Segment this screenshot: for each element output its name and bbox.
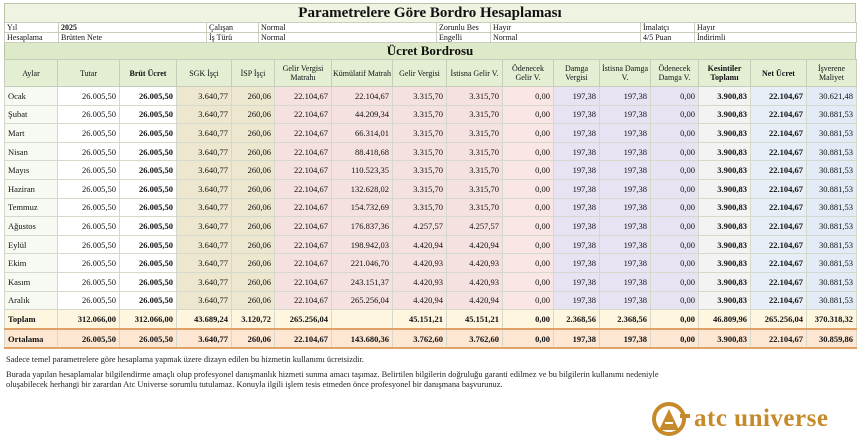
table-cell: 0,00 [503, 179, 554, 198]
table-row [5, 161, 857, 180]
table-cell: 3.640,77 [177, 142, 232, 161]
table-cell: 22.104,67 [275, 254, 332, 273]
table-cell: 30.881,53 [807, 254, 857, 273]
table-cell: 0,00 [503, 87, 554, 106]
table-cell: 197,38 [600, 217, 651, 236]
table-cell: 22.104,67 [751, 124, 807, 143]
table-cell: 2.368,56 [600, 310, 651, 329]
table-row [5, 254, 857, 273]
table-cell: 197,38 [554, 254, 600, 273]
table-row [5, 124, 857, 143]
table-cell: 260,06 [232, 198, 275, 217]
table-cell: 197,38 [554, 105, 600, 124]
table-cell [332, 310, 393, 329]
table-cell: 265.256,04 [751, 310, 807, 329]
table-cell: 3.315,70 [393, 142, 447, 161]
table-cell: 260,06 [232, 329, 275, 349]
row-label: Toplam [5, 310, 58, 329]
table-cell: 22.104,67 [751, 272, 807, 291]
table-cell: 0,00 [503, 329, 554, 349]
table-cell: 260,06 [232, 217, 275, 236]
column-header[interactable]: Ödenecek Damga V. [651, 60, 699, 87]
table-cell: 3.900,83 [699, 142, 751, 161]
column-header[interactable]: Tutar [58, 60, 120, 87]
table-cell: 4.420,94 [393, 291, 447, 310]
disclaimer-line-2: oluşabilecek herhangi bir zarardan Atc Universe sorumlu tutulamaz. Konuyla ilgili işlem tesis etmeden önce profesyonel bir danışmana başvurunuz. [6, 380, 503, 389]
table-cell: 22.104,67 [751, 142, 807, 161]
table-cell: 4.257,57 [393, 217, 447, 236]
table-cell: 26.005,50 [58, 272, 120, 291]
column-header[interactable]: Aylar [5, 60, 58, 87]
table-cell: 0,00 [651, 87, 699, 106]
table-cell: 197,38 [600, 87, 651, 106]
table-cell: 0,00 [651, 124, 699, 143]
usage-note: Sadece temel parametrelere göre hesaplama yapmak üzere dizayn edilen bu hizmetin kullanımı ücretsizdir. [6, 355, 364, 364]
table-cell: 197,38 [600, 235, 651, 254]
table-cell: 0,00 [503, 291, 554, 310]
table-cell: 26.005,50 [58, 198, 120, 217]
table-cell: 26.005,50 [58, 235, 120, 254]
row-label: Nisan [5, 142, 58, 161]
table-cell: 3.640,77 [177, 329, 232, 349]
payroll-table [4, 59, 857, 349]
table-cell: 312.066,00 [58, 310, 120, 329]
table-row [5, 179, 857, 198]
table-cell: 3.640,77 [177, 198, 232, 217]
table-cell: 0,00 [503, 272, 554, 291]
table-cell: 26.005,50 [120, 254, 177, 273]
table-cell: 3.900,83 [699, 235, 751, 254]
table-cell: 154.732,69 [332, 198, 393, 217]
table-cell: 197,38 [600, 329, 651, 349]
table-cell: 30.881,53 [807, 179, 857, 198]
table-cell: 260,06 [232, 254, 275, 273]
table-row [5, 235, 857, 254]
table-cell: 197,38 [600, 124, 651, 143]
table-cell: 2.368,56 [554, 310, 600, 329]
table-cell: 3.640,77 [177, 87, 232, 106]
table-cell: 0,00 [651, 272, 699, 291]
table-cell: 197,38 [600, 254, 651, 273]
table-cell: 176.837,36 [332, 217, 393, 236]
column-header[interactable]: İşverene Maliyet [807, 60, 857, 87]
table-cell: 26.005,50 [58, 329, 120, 349]
table-cell: 265.256,04 [275, 310, 332, 329]
table-cell: 4.257,57 [447, 217, 503, 236]
column-header[interactable]: Kümülatif Matrah [332, 60, 393, 87]
table-cell: 3.900,83 [699, 87, 751, 106]
table-cell: 3.315,70 [447, 198, 503, 217]
parameter-value: 2025 [59, 23, 207, 33]
table-cell: 0,00 [651, 105, 699, 124]
table-cell: 26.005,50 [58, 291, 120, 310]
row-label: Temmuz [5, 198, 58, 217]
table-cell: 26.005,50 [58, 124, 120, 143]
table-cell: 197,38 [600, 291, 651, 310]
table-cell: 22.104,67 [275, 142, 332, 161]
table-cell: 45.151,21 [447, 310, 503, 329]
table-cell: 260,06 [232, 272, 275, 291]
table-cell: 26.005,50 [58, 161, 120, 180]
table-cell: 197,38 [554, 272, 600, 291]
table-cell: 132.628,02 [332, 179, 393, 198]
table-cell: 30.881,53 [807, 142, 857, 161]
table-cell: 4.420,94 [447, 291, 503, 310]
table-cell: 3.120,72 [232, 310, 275, 329]
table-cell: 260,06 [232, 87, 275, 106]
table-cell: 197,38 [600, 198, 651, 217]
table-cell: 30.881,53 [807, 124, 857, 143]
table-cell: 26.005,50 [58, 87, 120, 106]
table-cell: 26.005,50 [120, 124, 177, 143]
table-cell: 26.005,50 [120, 179, 177, 198]
parameter-label: İmalatçı [641, 23, 695, 33]
table-cell: 3.762,60 [447, 329, 503, 349]
table-cell: 197,38 [554, 142, 600, 161]
table-cell: 197,38 [554, 198, 600, 217]
table-cell: 22.104,67 [275, 235, 332, 254]
table-cell: 22.104,67 [275, 272, 332, 291]
table-cell: 26.005,50 [58, 179, 120, 198]
table-cell: 30.881,53 [807, 198, 857, 217]
parameter-value: Normal [259, 23, 437, 33]
atc-logo-icon [650, 401, 692, 437]
table-cell: 260,06 [232, 142, 275, 161]
row-label: Ekim [5, 254, 58, 273]
table-cell: 197,38 [554, 87, 600, 106]
table-cell: 110.523,35 [332, 161, 393, 180]
table-cell: 3.640,77 [177, 235, 232, 254]
row-label: Mayıs [5, 161, 58, 180]
table-cell: 46.809,96 [699, 310, 751, 329]
column-header[interactable]: Gelir Vergisi [393, 60, 447, 87]
table-cell: 43.689,24 [177, 310, 232, 329]
table-cell: 3.640,77 [177, 105, 232, 124]
table-cell: 22.104,67 [275, 161, 332, 180]
disclaimer-line-1: Burada yapılan hesaplamalar bilgilendirme amaçlı olup profesyonel danışmanlık hizmeti sunma amacı taşımaz. Belirtilen bilgilerin doğruluğu garanti edilmez ve bu bilgilerin kullanımı nedeniyle [6, 370, 659, 379]
table-cell: 0,00 [503, 105, 554, 124]
table-cell: 197,38 [554, 161, 600, 180]
parameter-value: Hayır [695, 23, 857, 33]
table-cell: 22.104,67 [751, 198, 807, 217]
table-cell: 3.640,77 [177, 217, 232, 236]
table-cell: 0,00 [651, 329, 699, 349]
table-cell: 3.315,70 [393, 179, 447, 198]
table-cell: 22.104,67 [751, 291, 807, 310]
parameter-value: Normal [491, 33, 641, 43]
table-cell: 26.005,50 [120, 235, 177, 254]
table-cell: 3.315,70 [393, 198, 447, 217]
table-cell: 4.420,93 [447, 254, 503, 273]
table-cell: 3.900,83 [699, 217, 751, 236]
table-cell: 22.104,67 [751, 329, 807, 349]
table-cell: 4.420,93 [393, 272, 447, 291]
column-header[interactable]: İstisna Damga V. [600, 60, 651, 87]
table-cell: 26.005,50 [120, 142, 177, 161]
table-cell: 22.104,67 [275, 291, 332, 310]
table-cell: 260,06 [232, 124, 275, 143]
table-cell: 260,06 [232, 105, 275, 124]
table-cell: 0,00 [503, 310, 554, 329]
table-cell: 197,38 [600, 142, 651, 161]
table-cell: 0,00 [651, 310, 699, 329]
table-cell: 30.881,53 [807, 105, 857, 124]
table-cell: 22.104,67 [275, 217, 332, 236]
table-row [5, 142, 857, 161]
table-cell: 22.104,67 [751, 254, 807, 273]
table-cell: 30.621,48 [807, 87, 857, 106]
table-cell: 3.900,83 [699, 291, 751, 310]
table-cell: 3.640,77 [177, 272, 232, 291]
table-cell: 3.640,77 [177, 291, 232, 310]
column-header[interactable]: İSP İşçi [232, 60, 275, 87]
table-cell: 22.104,67 [275, 105, 332, 124]
table-row [5, 198, 857, 217]
table-cell: 0,00 [503, 142, 554, 161]
table-cell: 197,38 [554, 124, 600, 143]
table-cell: 198.942,03 [332, 235, 393, 254]
table-cell: 0,00 [651, 161, 699, 180]
table-cell: 22.104,67 [275, 329, 332, 349]
table-cell: 26.005,50 [58, 142, 120, 161]
table-cell: 0,00 [503, 217, 554, 236]
table-cell: 0,00 [503, 198, 554, 217]
table-cell: 197,38 [600, 161, 651, 180]
parameter-label: Engelli [437, 33, 491, 43]
table-cell: 26.005,50 [120, 198, 177, 217]
table-cell: 22.104,67 [751, 87, 807, 106]
table-cell: 26.005,50 [120, 329, 177, 349]
table-cell: 26.005,50 [120, 217, 177, 236]
table-cell: 260,06 [232, 235, 275, 254]
payroll-sheet [4, 3, 856, 349]
parameter-value: Hayır [491, 23, 641, 33]
table-cell: 26.005,50 [120, 105, 177, 124]
table-row [5, 105, 857, 124]
row-label: Ağustos [5, 217, 58, 236]
table-cell: 3.315,70 [393, 161, 447, 180]
table-cell: 3.315,70 [393, 87, 447, 106]
table-row [5, 217, 857, 236]
table-cell: 3.762,60 [393, 329, 447, 349]
parameter-row [5, 23, 857, 33]
average-row [5, 329, 857, 349]
parameter-label: Yıl [5, 23, 59, 33]
table-cell: 3.640,77 [177, 254, 232, 273]
table-row [5, 291, 857, 310]
table-cell: 26.005,50 [58, 105, 120, 124]
table-cell: 243.151,37 [332, 272, 393, 291]
column-header[interactable]: Damga Vergisi [554, 60, 600, 87]
table-cell: 143.680,36 [332, 329, 393, 349]
row-label: Haziran [5, 179, 58, 198]
table-cell: 30.881,53 [807, 217, 857, 236]
column-header[interactable]: SGK İşçi [177, 60, 232, 87]
parameter-label: 4/5 Puan [641, 33, 695, 43]
parameter-value: İndirimli [695, 33, 857, 43]
table-cell: 3.315,70 [447, 124, 503, 143]
table-cell: 260,06 [232, 291, 275, 310]
parameters-table [4, 22, 857, 43]
total-row [5, 310, 857, 329]
table-cell: 260,06 [232, 161, 275, 180]
table-cell: 3.315,70 [393, 105, 447, 124]
table-cell: 3.640,77 [177, 161, 232, 180]
column-header[interactable]: Gelir Vergisi Matrahı [275, 60, 332, 87]
row-label: Eylül [5, 235, 58, 254]
table-cell: 3.315,70 [447, 142, 503, 161]
table-row [5, 272, 857, 291]
table-cell: 3.315,70 [447, 161, 503, 180]
column-header[interactable]: Net Ücret [751, 60, 807, 87]
table-cell: 312.066,00 [120, 310, 177, 329]
row-label: Mart [5, 124, 58, 143]
table-cell: 265.256,04 [332, 291, 393, 310]
section-title: Ücret Bordrosu [4, 43, 856, 59]
table-cell: 197,38 [554, 235, 600, 254]
table-cell: 197,38 [554, 291, 600, 310]
table-cell: 3.900,83 [699, 124, 751, 143]
table-cell: 260,06 [232, 179, 275, 198]
table-cell: 30.881,53 [807, 161, 857, 180]
table-cell: 26.005,50 [58, 217, 120, 236]
table-cell: 3.900,83 [699, 198, 751, 217]
parameter-label: Zorunlu Bes [437, 23, 491, 33]
table-cell: 44.209,34 [332, 105, 393, 124]
row-label: Kasım [5, 272, 58, 291]
table-row [5, 87, 857, 106]
table-cell: 0,00 [651, 235, 699, 254]
atc-universe-logo[interactable] [650, 401, 850, 437]
table-cell: 26.005,50 [58, 254, 120, 273]
parameter-label: İş Türü [207, 33, 259, 43]
table-cell: 3.315,70 [447, 105, 503, 124]
table-cell: 4.420,93 [447, 272, 503, 291]
table-cell: 0,00 [503, 161, 554, 180]
table-cell: 22.104,67 [275, 198, 332, 217]
table-cell: 3.900,83 [699, 161, 751, 180]
column-header[interactable]: Ödenecek Gelir V. [503, 60, 554, 87]
table-cell: 4.420,93 [393, 254, 447, 273]
table-cell: 30.881,53 [807, 291, 857, 310]
table-cell: 22.104,67 [751, 105, 807, 124]
table-cell: 0,00 [503, 235, 554, 254]
table-cell: 30.859,86 [807, 329, 857, 349]
table-cell: 0,00 [651, 142, 699, 161]
table-cell: 197,38 [600, 272, 651, 291]
row-label: Aralık [5, 291, 58, 310]
column-header[interactable]: Brüt Ücret [120, 60, 177, 87]
table-cell: 3.900,83 [699, 254, 751, 273]
table-cell: 0,00 [651, 254, 699, 273]
table-cell: 3.315,70 [447, 87, 503, 106]
table-cell: 4.420,94 [447, 235, 503, 254]
table-cell: 45.151,21 [393, 310, 447, 329]
table-cell: 22.104,67 [332, 87, 393, 106]
table-cell: 22.104,67 [751, 217, 807, 236]
table-cell: 22.104,67 [751, 161, 807, 180]
row-label: Ortalama [5, 329, 58, 349]
table-cell: 3.900,83 [699, 179, 751, 198]
table-cell: 26.005,50 [120, 87, 177, 106]
table-cell: 197,38 [600, 179, 651, 198]
table-cell: 0,00 [651, 291, 699, 310]
table-cell: 22.104,67 [751, 179, 807, 198]
table-cell: 4.420,94 [393, 235, 447, 254]
table-cell: 66.314,01 [332, 124, 393, 143]
table-cell: 88.418,68 [332, 142, 393, 161]
table-cell: 26.005,50 [120, 272, 177, 291]
table-cell: 0,00 [651, 179, 699, 198]
table-cell: 3.900,83 [699, 329, 751, 349]
table-cell: 3.640,77 [177, 124, 232, 143]
logo-text: atc universe [694, 405, 829, 432]
table-cell: 0,00 [503, 254, 554, 273]
table-header [5, 60, 857, 87]
table-cell: 26.005,50 [120, 161, 177, 180]
table-cell: 197,38 [554, 217, 600, 236]
table-cell: 221.046,70 [332, 254, 393, 273]
table-cell: 22.104,67 [275, 87, 332, 106]
parameter-row [5, 33, 857, 43]
column-header[interactable]: Kesintiler Toplamı [699, 60, 751, 87]
table-cell: 197,38 [554, 179, 600, 198]
table-cell: 3.900,83 [699, 272, 751, 291]
table-cell: 22.104,67 [275, 124, 332, 143]
parameter-value: Brütten Nete [59, 33, 207, 43]
row-label: Ocak [5, 87, 58, 106]
table-cell: 0,00 [651, 217, 699, 236]
table-cell: 26.005,50 [120, 291, 177, 310]
table-cell: 22.104,67 [275, 179, 332, 198]
table-cell: 3.315,70 [393, 124, 447, 143]
table-cell: 0,00 [503, 124, 554, 143]
table-cell: 30.881,53 [807, 272, 857, 291]
table-cell: 22.104,67 [751, 235, 807, 254]
table-cell: 3.900,83 [699, 105, 751, 124]
table-cell: 3.640,77 [177, 179, 232, 198]
page-title: Parametrelere Göre Bordro Hesaplaması [4, 3, 856, 22]
table-cell: 370.318,32 [807, 310, 857, 329]
row-label: Şubat [5, 105, 58, 124]
table-cell: 0,00 [651, 198, 699, 217]
parameter-label: Çalışan [207, 23, 259, 33]
table-cell: 197,38 [554, 329, 600, 349]
parameter-value: Normal [259, 33, 437, 43]
parameter-label: Hesaplama [5, 33, 59, 43]
table-cell: 197,38 [600, 105, 651, 124]
table-cell: 30.881,53 [807, 235, 857, 254]
table-cell: 3.315,70 [447, 179, 503, 198]
column-header[interactable]: İstisna Gelir V. [447, 60, 503, 87]
